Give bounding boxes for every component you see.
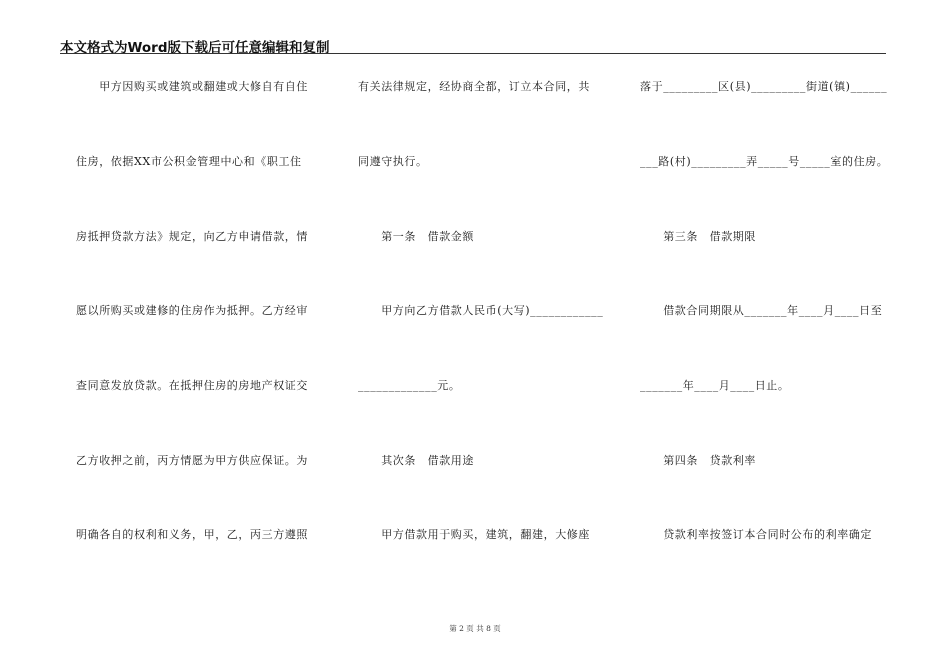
text-line: 住房，依据XX市公积金管理中心和《职工住 (76, 155, 302, 168)
text-line: _______年____月____日止。 (640, 379, 790, 392)
text-line: 查同意发放贷款。在抵押住房的房地产权证交 (76, 379, 308, 392)
text-line: 甲方借款用于购买，建筑，翻建，大修座 (358, 528, 590, 541)
text-line: ___路(村)_________弄_____号_____室的住房。 (640, 155, 889, 168)
section-heading: 其次条 借款用途 (358, 454, 474, 467)
text-line: 愿以所购买或建修的住房作为抵押。乙方经审 (76, 304, 308, 317)
section-heading: 第一条 借款金额 (358, 230, 474, 243)
text-line: 甲方因购买或建筑或翻建或大修自有自住 (76, 80, 308, 93)
page-number-footer: 第 2 页 共 8 页 (449, 624, 501, 633)
text-line: 乙方收押之前，丙方情愿为甲方供应保证。为 (76, 454, 308, 467)
text-line: 甲方向乙方借款人民币(大写)____________ (358, 304, 604, 317)
document-header-title: 本文格式为Word版下载后可任意编辑和复制 (60, 40, 330, 56)
text-line: 贷款利率按签订本合同时公布的利率确定 (640, 528, 872, 541)
text-line: 落于_________区(县)_________街道(镇)______ (640, 80, 888, 93)
text-line: _____________元。 (358, 379, 461, 392)
section-heading: 第三条 借款期限 (640, 230, 756, 243)
text-line: 有关法律规定，经协商全都，订立本合同，共 (358, 80, 590, 93)
text-line: 同遵守执行。 (358, 155, 428, 168)
section-heading: 第四条 贷款利率 (640, 454, 756, 467)
header-divider (60, 53, 886, 54)
text-line: 明确各自的权利和义务，甲，乙，丙三方遵照 (76, 528, 308, 541)
text-line: 房抵押贷款方法》规定，向乙方申请借款，情 (76, 230, 308, 243)
text-line: 借款合同期限从_______年____月____日至 (640, 304, 883, 317)
